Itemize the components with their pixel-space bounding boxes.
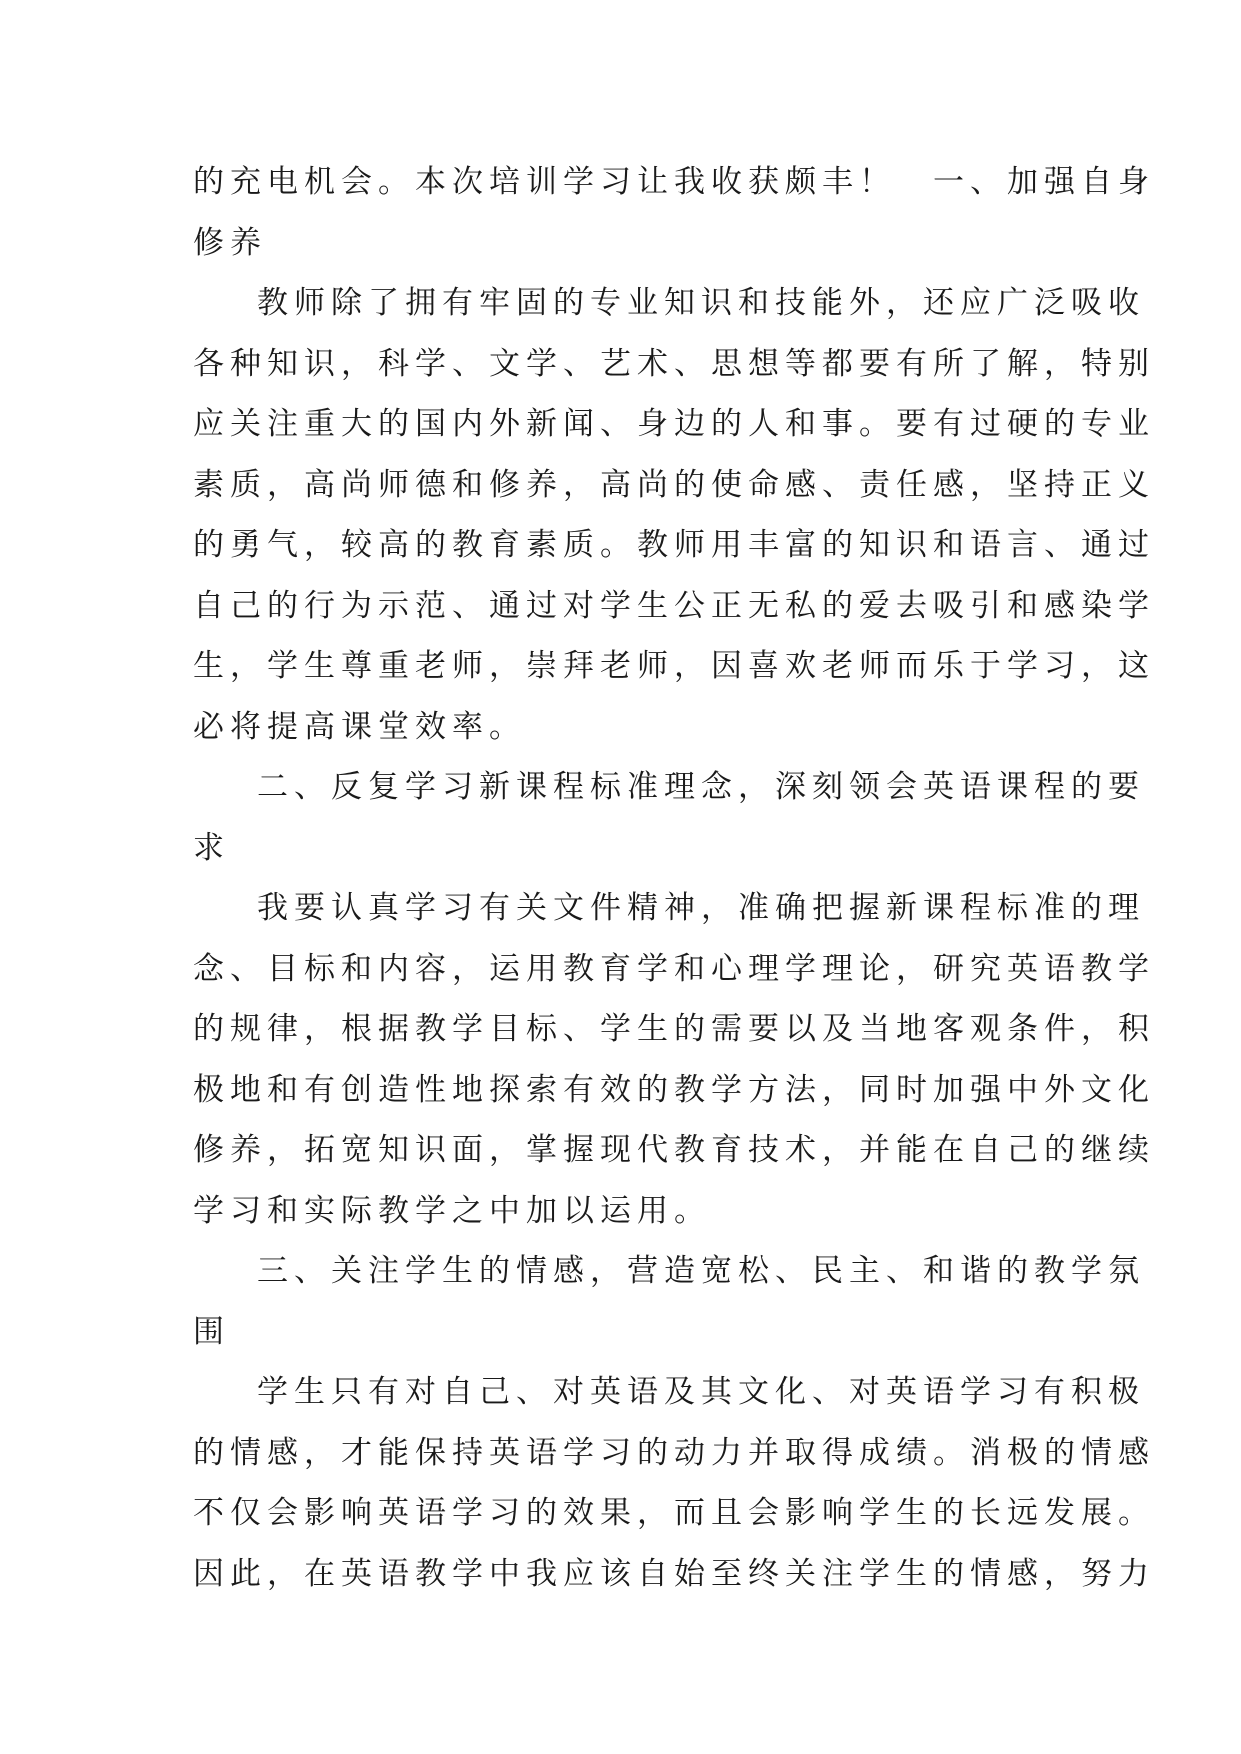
- text-line: 三、关注学生的情感，营造宽松、民主、和谐的教学氛: [257, 1253, 1145, 1289]
- text-line: 必将提高课堂效率。: [193, 708, 526, 745]
- text-line: 学生只有对自己、对英语及其文化、对英语学习有积极: [257, 1374, 1145, 1410]
- text-line: 二、反复学习新课程标准理念，深刻领会英语课程的要: [257, 769, 1145, 805]
- text-line: 生，学生尊重老师，崇拜老师，因喜欢老师而乐于学习，这: [193, 648, 1155, 684]
- text-line: 的情感，才能保持英语学习的动力并取得成绩。消极的情感: [193, 1434, 1155, 1471]
- text-line: 求: [193, 829, 230, 866]
- text-line: 的充电机会。本次培训学习让我收获颇丰！ 一、加强自身: [193, 164, 1155, 200]
- text-line: 我要认真学习有关文件精神，准确把握新课程标准的理: [257, 890, 1145, 926]
- text-line: 不仅会影响英语学习的效果，而且会影响学生的长远发展。: [193, 1495, 1155, 1531]
- text-line: 修养: [193, 224, 267, 261]
- text-line: 应关注重大的国内外新闻、身边的人和事。要有过硬的专业: [193, 406, 1155, 442]
- text-line: 教师除了拥有牢固的专业知识和技能外，还应广泛吸收: [257, 285, 1145, 321]
- text-line: 围: [193, 1313, 230, 1350]
- text-line: 学习和实际教学之中加以运用。: [193, 1192, 711, 1229]
- text-line: 因此，在英语教学中我应该自始至终关注学生的情感，努力: [193, 1555, 1155, 1592]
- document-body: [193, 152, 1155, 1604]
- text-line: 念、目标和内容，运用教育学和心理学理论，研究英语教学: [193, 950, 1155, 987]
- text-line: 自己的行为示范、通过对学生公正无私的爱去吸引和感染学: [193, 587, 1155, 624]
- text-line: 素质，高尚师德和修养，高尚的使命感、责任感，坚持正义: [193, 466, 1155, 503]
- text-line: 的规律，根据教学目标、学生的需要以及当地客观条件，积: [193, 1011, 1155, 1047]
- text-line: 极地和有创造性地探索有效的教学方法，同时加强中外文化: [193, 1071, 1155, 1108]
- text-line: 的勇气，较高的教育素质。教师用丰富的知识和语言、通过: [193, 527, 1155, 563]
- text-line: 各种知识，科学、文学、艺术、思想等都要有所了解，特别: [193, 345, 1155, 382]
- text-line: 修养，拓宽知识面，掌握现代教育技术，并能在自己的继续: [193, 1132, 1155, 1168]
